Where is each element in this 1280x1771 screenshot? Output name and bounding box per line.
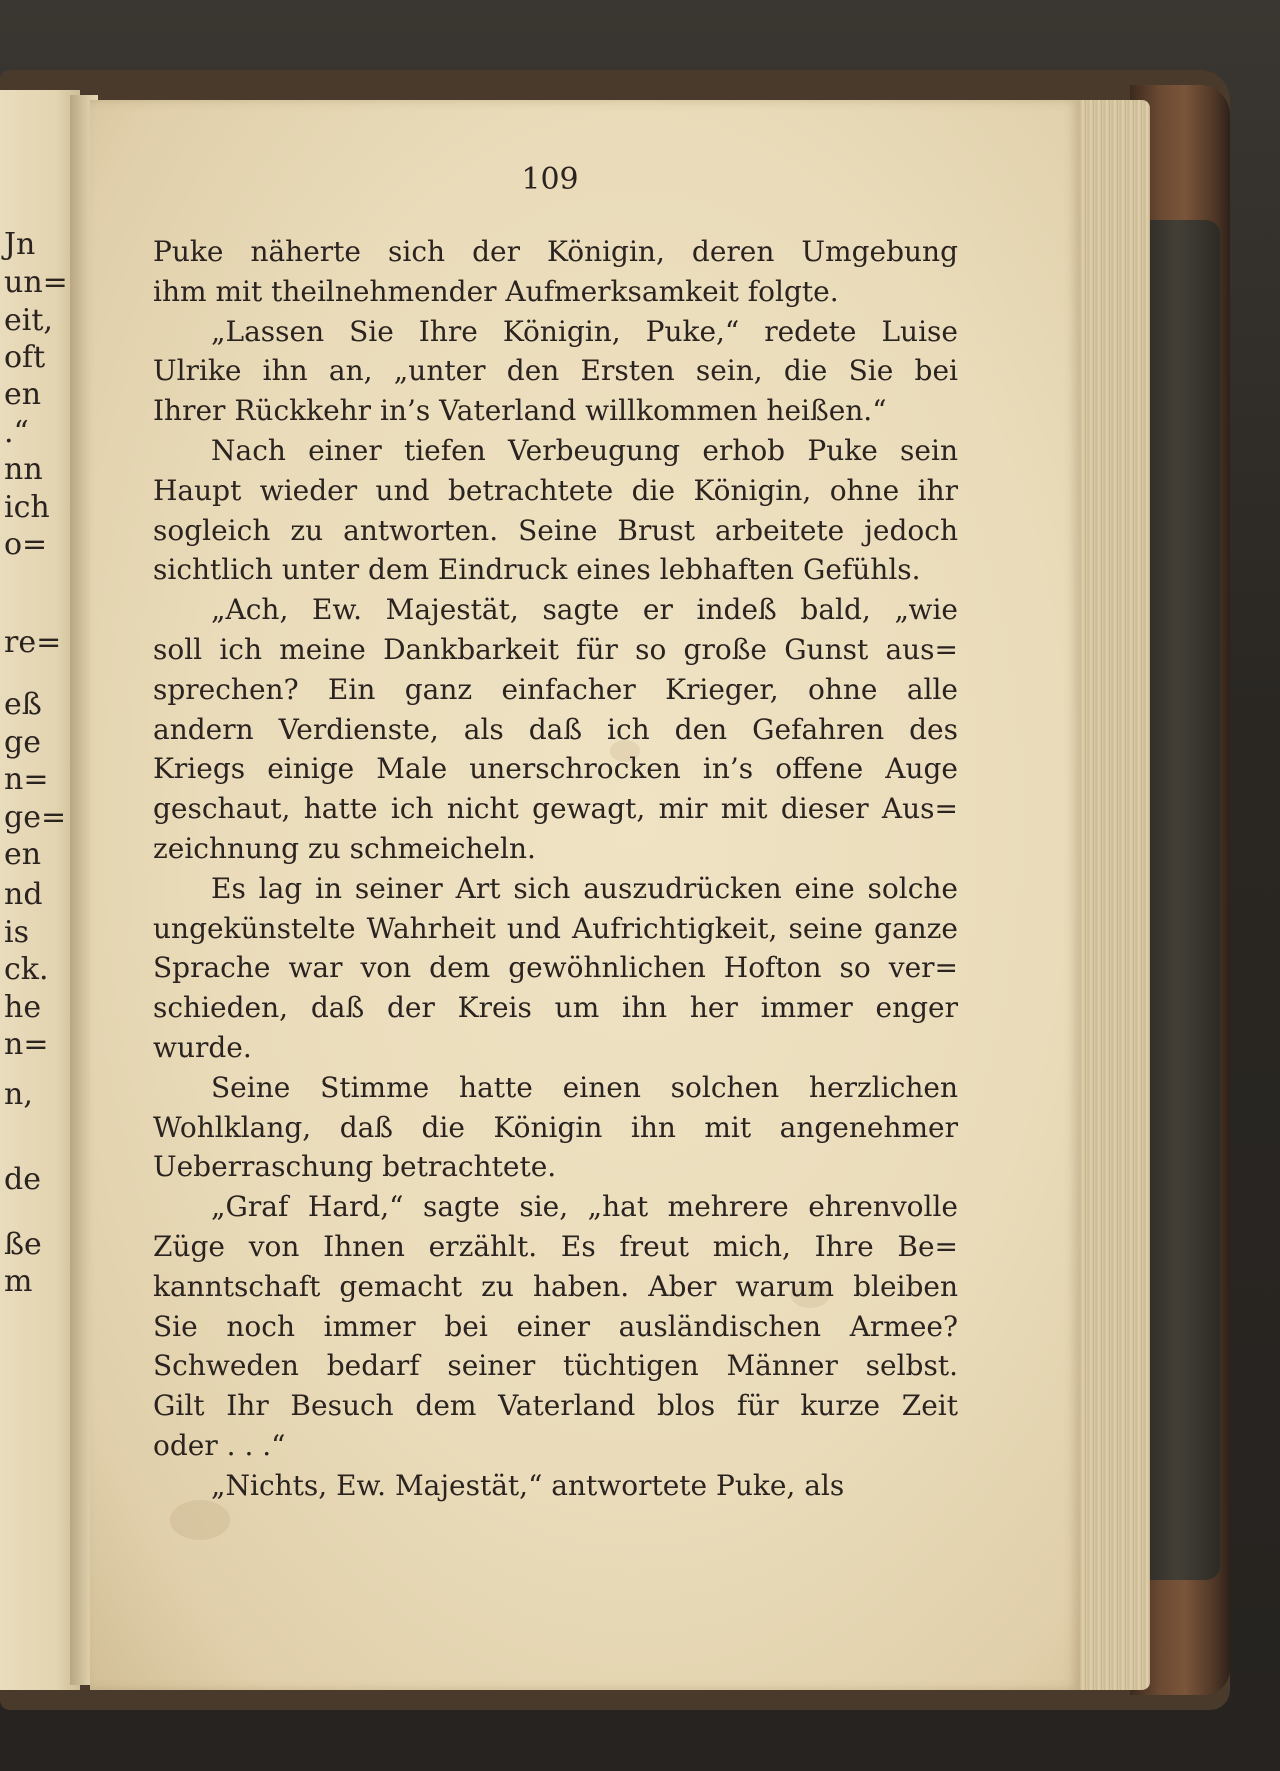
text-line: zeichnung zu schmeicheln. (153, 831, 536, 865)
text-line: andern Verdienste, als daß ich den Gefahren des (153, 712, 958, 746)
text-line: Ueberraschung betrachtete. (153, 1150, 557, 1184)
left-page-fragment: de (4, 1162, 41, 1197)
text-line: oder . . .“ (153, 1428, 286, 1462)
text-line: Haupt wieder und betrachtete die Königin, ohne ihr (153, 473, 958, 507)
left-page-fragment: is (4, 915, 29, 950)
text-line: Ulrike ihn an, „unter den Ersten sein, die Sie bei (153, 354, 958, 388)
left-page-fragment: ge= (4, 800, 67, 835)
text-line: Wohlklang, daß die Königin ihn mit angenehmer (153, 1110, 958, 1144)
text-line: sichtlich unter dem Eindruck eines lebhaften Gefühls. (153, 553, 921, 587)
text-line: Schweden bedarf seiner tüchtigen Männer selbst. (153, 1349, 958, 1383)
left-page-fragment: en (4, 837, 42, 872)
left-page-fragment: eß (4, 687, 42, 722)
left-page-fragment: nn (4, 452, 43, 487)
text-line: wurde. (153, 1030, 252, 1064)
left-page-fragment: he (4, 990, 42, 1025)
text-line: Sprache war von dem gewöhnlichen Hofton so ver= (153, 951, 958, 985)
page-edges (1070, 100, 1150, 1690)
stain (170, 1500, 230, 1540)
text-line: geschaut, hatte ich nicht gewagt, mir mit dieser Aus= (153, 792, 958, 826)
left-page-fragment: n= (4, 762, 49, 797)
text-line: „Lassen Sie Ihre Königin, Puke,“ redete Luise (211, 314, 958, 348)
left-page-fragment: nd (4, 877, 43, 912)
text-line: Ihrer Rückkehr in’s Vaterland willkommen heißen.“ (153, 394, 887, 428)
text-line: ungekünstelte Wahrheit und Aufrichtigkeit, seine ganze (153, 911, 958, 945)
left-page-fragment: un= (4, 265, 68, 300)
text-line: „Graf Hard,“ sagte sie, „hat mehrere ehrenvolle (211, 1190, 958, 1224)
left-page-fragment: ße (4, 1227, 42, 1262)
left-page-fragment: m (4, 1264, 33, 1299)
text-line: Seine Stimme hatte einen solchen herzlichen (211, 1070, 958, 1104)
left-page-fragment: o= (4, 527, 48, 562)
text-line: schieden, daß der Kreis um ihn her immer enger (153, 991, 958, 1025)
text-line: Gilt Ihr Besuch dem Vaterland blos für kurze Zeit (153, 1389, 958, 1423)
text-line: Es lag in seiner Art sich auszudrücken eine solche (211, 871, 958, 905)
text-line: kanntschaft gemacht zu haben. Aber warum bleiben (153, 1269, 958, 1303)
left-page-fragment: .“ (4, 415, 29, 450)
text-line: „Nichts, Ew. Majestät,“ antwortete Puke, als (211, 1468, 845, 1502)
text-line: Züge von Ihnen erzählt. Es freut mich, Ihre Be= (153, 1229, 958, 1263)
left-page (0, 90, 80, 1690)
text-line: soll ich meine Dankbarkeit für so große Gunst aus= (153, 632, 958, 666)
text-line: Nach einer tiefen Verbeugung erhob Puke sein (211, 433, 958, 467)
text-line: ihm mit theilnehmender Aufmerksamkeit folgte. (153, 274, 839, 308)
text-line: sprechen? Ein ganz einfacher Krieger, ohne alle (153, 672, 958, 706)
left-page-fragment: n= (4, 1027, 49, 1062)
left-page-fragment: oft (4, 340, 46, 375)
body-text (153, 232, 958, 1506)
left-page-fragment: en (4, 377, 42, 412)
text-line: sogleich zu antworten. Seine Brust arbeitete jedoch (153, 513, 958, 547)
left-page-fragment: ck. (4, 952, 49, 987)
left-page-fragment: n, (4, 1077, 33, 1112)
text-line: Puke näherte sich der Königin, deren Umgebung (153, 235, 958, 268)
text-line: „Ach, Ew. Majestät, sagte er indeß bald, „wie (211, 593, 958, 627)
left-page-fragment: ge (4, 725, 41, 760)
left-page-fragment: Jn (4, 227, 36, 262)
text-line: Kriegs einige Male unerschrocken in’s offene Auge (153, 752, 958, 786)
left-page-fragment: re= (4, 625, 62, 660)
left-page-fragment: ich (4, 490, 50, 525)
text-line: Sie noch immer bei einer ausländischen Armee? (153, 1309, 958, 1343)
left-page-fragment: eit, (4, 303, 53, 338)
page-number: 109 (521, 162, 579, 197)
spine-cloth (1148, 220, 1220, 1580)
